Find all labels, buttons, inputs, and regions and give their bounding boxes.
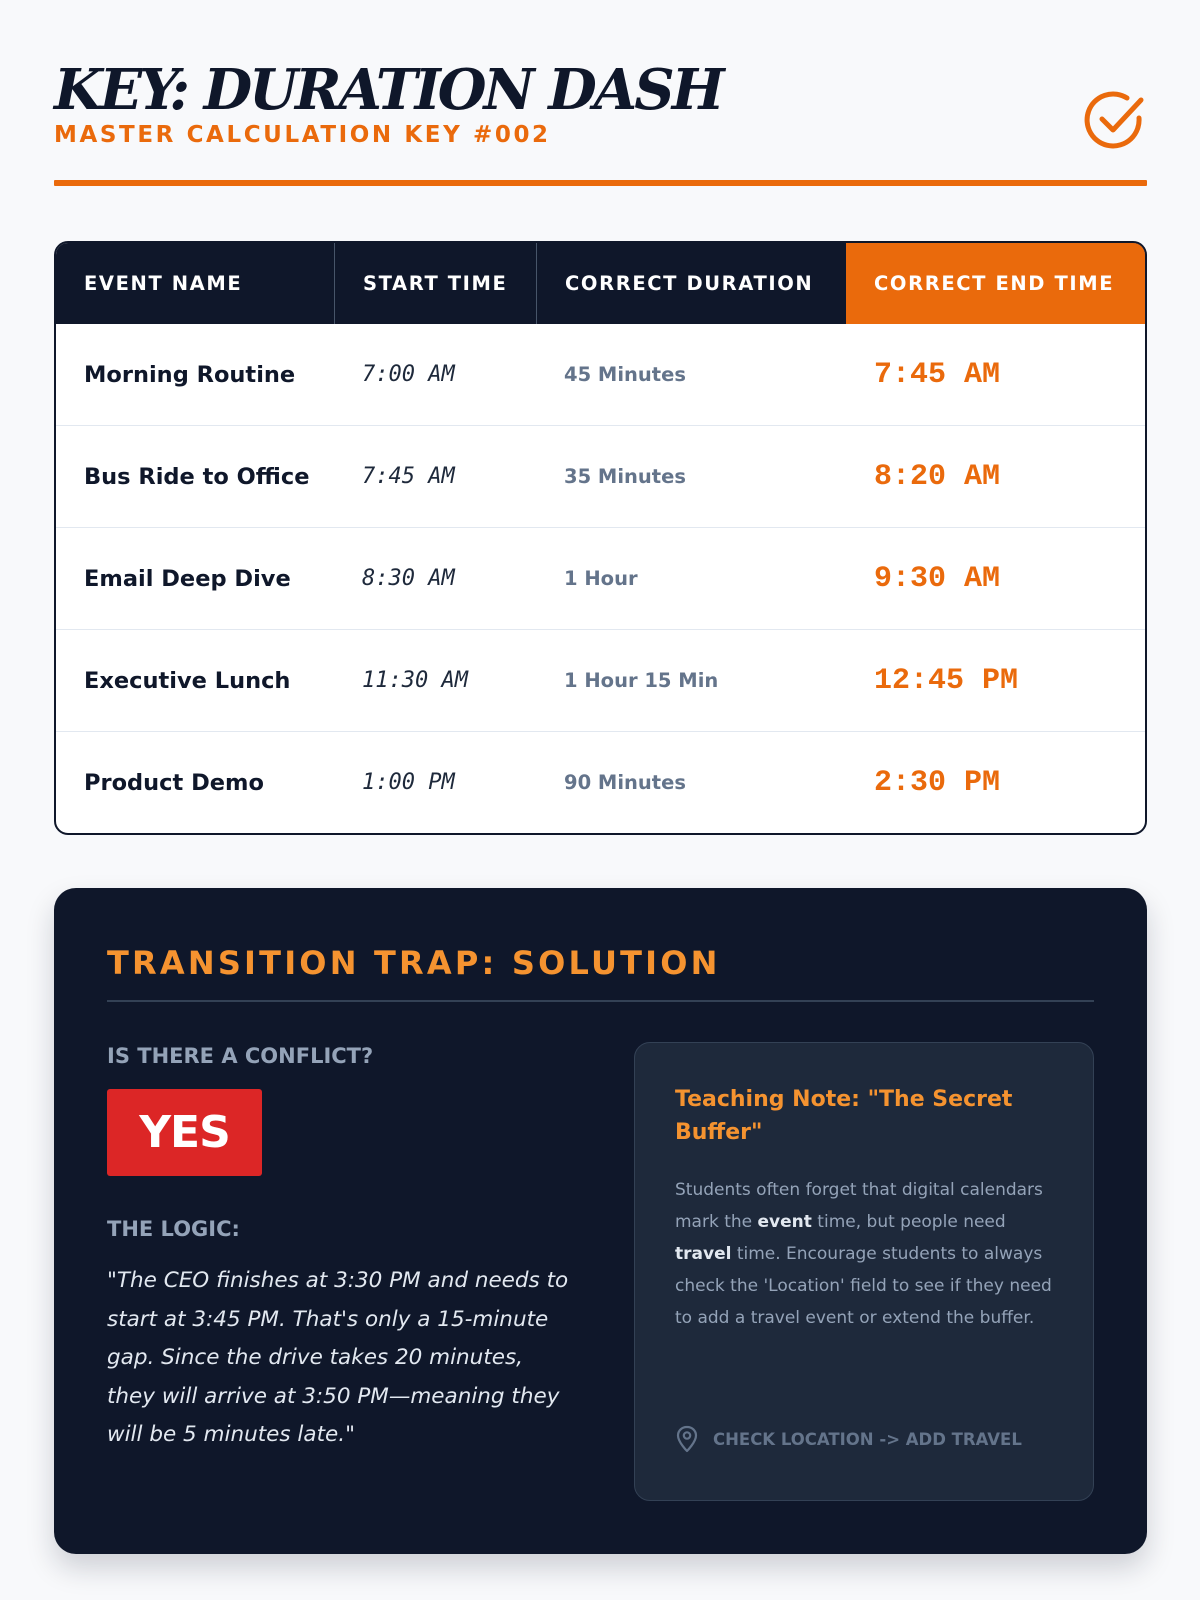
table-row	[56, 731, 1145, 833]
table-body	[56, 324, 1145, 833]
event-name-cell: Executive Lunch	[84, 667, 291, 694]
table-row	[56, 629, 1145, 731]
end-time-cell: 8:20 AM	[874, 459, 1001, 494]
solution-panel	[54, 888, 1147, 1554]
end-time-cell: 7:45 AM	[874, 357, 1001, 392]
event-name-cell: Morning Routine	[84, 361, 296, 388]
column-header-correct-duration: CORRECT DURATION	[536, 243, 846, 324]
duration-cell: 35 Minutes	[564, 465, 686, 488]
end-time-cell: 2:30 PM	[874, 765, 1001, 800]
event-name-cell: Email Deep Dive	[84, 565, 291, 592]
answer-key-page	[54, 0, 1147, 1449]
note-text-part: time, but people need	[811, 1212, 1006, 1232]
table-row	[56, 324, 1145, 425]
duration-cell: 45 Minutes	[564, 363, 686, 386]
table-row	[56, 425, 1145, 527]
start-time-cell: 11:30 AM	[362, 668, 468, 693]
end-time-cell: 12:45 PM	[874, 663, 1019, 698]
teaching-note-card	[634, 1042, 1094, 1501]
start-time-cell: 7:00 AM	[362, 362, 455, 387]
note-text-part: time. Encourage students to always check the 'Location' field to see if they need to add a travel event or extend the buffer.	[675, 1244, 1052, 1328]
page-title: KEY: DURATION DASH	[54, 57, 722, 123]
start-time-cell: 8:30 AM	[362, 566, 455, 591]
column-header-start-time: START TIME	[334, 243, 536, 324]
column-header-correct-end-time: CORRECT END TIME	[846, 243, 1145, 324]
table-row	[56, 527, 1145, 629]
conflict-question: IS THERE A CONFLICT?	[107, 1044, 374, 1068]
note-emphasis-travel: travel	[675, 1244, 732, 1264]
teaching-note-text	[675, 1174, 1059, 1334]
logic-explanation: "The CEO finishes at 3:30 PM and needs to start at 3:45 PM. That's only a 15-minute gap. Since the drive takes 20 minutes, they will arrive at 3:50 PM—meaning they will be 5 minutes late."	[107, 1268, 569, 1447]
page-subtitle: MASTER CALCULATION KEY #002	[54, 122, 551, 148]
duration-cell: 1 Hour 15 Min	[564, 669, 719, 692]
logic-label: THE LOGIC:	[107, 1217, 240, 1241]
teaching-note-footer-text: CHECK LOCATION -> ADD TRAVEL	[713, 1429, 1022, 1449]
end-time-cell: 9:30 AM	[874, 561, 1001, 596]
check-circle-icon	[1081, 88, 1147, 154]
page-header	[54, 0, 1147, 188]
duration-cell: 1 Hour	[564, 567, 638, 590]
answer-table	[54, 241, 1147, 835]
duration-cell: 90 Minutes	[564, 771, 686, 794]
start-time-cell: 7:45 AM	[362, 464, 455, 489]
note-text-part: Students often forget that digital calendars mark the	[675, 1180, 1043, 1232]
solution-divider	[107, 1000, 1094, 1002]
event-name-cell: Product Demo	[84, 769, 264, 796]
answer-badge: YES	[107, 1089, 262, 1176]
solution-title: TRANSITION TRAP: SOLUTION	[107, 944, 721, 982]
event-name-cell: Bus Ride to Office	[84, 463, 310, 490]
note-emphasis-event: event	[757, 1212, 812, 1232]
location-pin-icon	[675, 1425, 699, 1453]
start-time-cell: 1:00 PM	[362, 770, 455, 795]
header-divider	[54, 180, 1147, 186]
column-header-event-name: EVENT NAME	[84, 272, 243, 295]
teaching-note-title: Teaching Note: "The Secret Buffer"	[675, 1087, 1013, 1145]
teaching-note-footer	[675, 1425, 1022, 1453]
table-header	[56, 243, 1145, 324]
